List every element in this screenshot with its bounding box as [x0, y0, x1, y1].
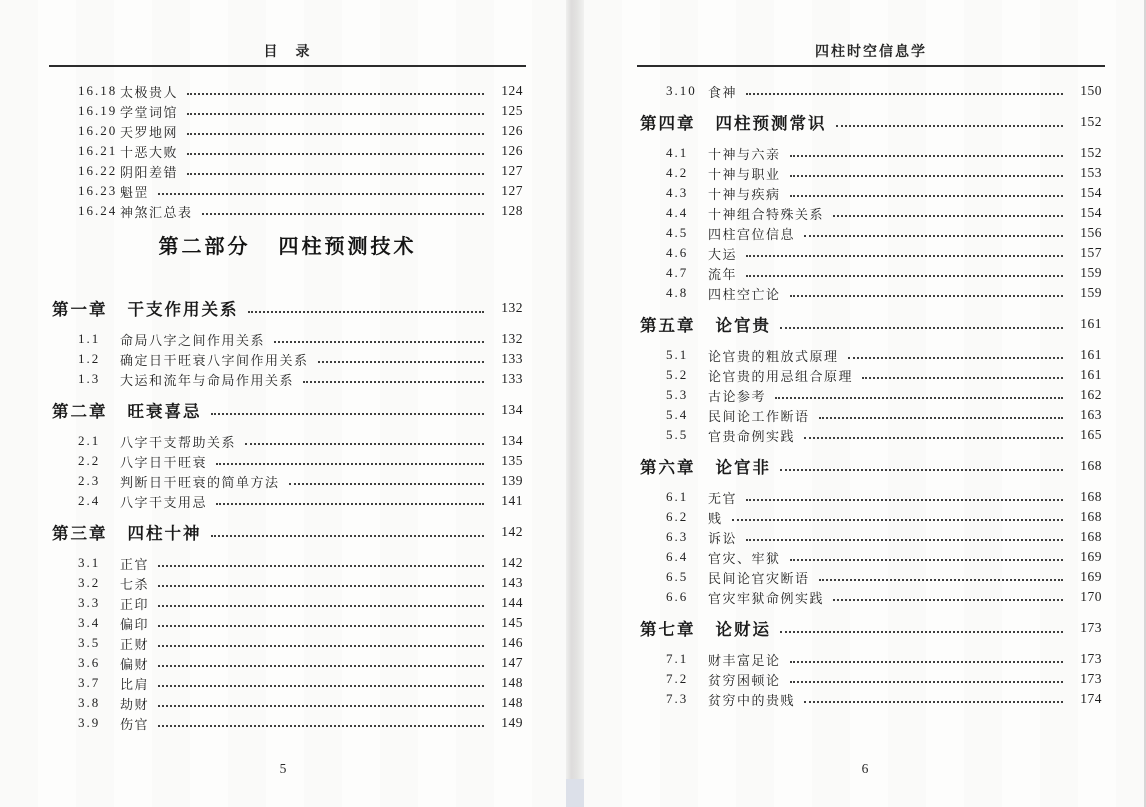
entry-title: 论官非	[715, 459, 771, 477]
entry-number: 16.21	[78, 143, 118, 158]
toc-entry-row	[640, 527, 1102, 547]
toc-entry-row	[52, 613, 523, 633]
entry-number: 4.5	[666, 225, 689, 240]
entry-number: 3.9	[78, 715, 101, 730]
entry-title: 旺衰喜忌	[127, 403, 202, 421]
dot-leader	[158, 665, 484, 667]
entry-number: 5.2	[666, 367, 689, 382]
entry-page-number: 124	[501, 83, 523, 98]
toc-entry-row	[52, 141, 523, 161]
toc-entry-row	[640, 243, 1102, 263]
toc-entry-row	[640, 183, 1102, 203]
entry-number: 3.3	[78, 595, 101, 610]
part-title	[52, 233, 523, 261]
toc-entry-row	[52, 121, 523, 141]
entry-page-number: 165	[1080, 427, 1102, 442]
dot-leader	[158, 565, 484, 567]
entry-number: 6.5	[666, 569, 689, 584]
header-rule	[637, 65, 1105, 67]
entry-number: 4.1	[666, 145, 689, 160]
entry-title: 官贵命例实践	[708, 428, 796, 444]
entry-number: 2.3	[78, 473, 101, 488]
page-right	[584, 0, 1146, 807]
page-header-book-title: 四柱时空信息学	[815, 43, 927, 59]
toc-list-left	[52, 81, 523, 733]
entry-title: 判断日干旺衰的简单方法	[120, 474, 280, 490]
entry-number: 3.5	[78, 635, 101, 650]
dot-leader	[746, 499, 1063, 501]
entry-title: 劫财	[120, 696, 150, 712]
entry-page-number: 168	[1080, 489, 1102, 504]
entry-title: 民间论工作断语	[708, 408, 810, 424]
entry-number: 16.19	[78, 103, 118, 118]
entry-title: 财丰富足论	[708, 652, 781, 668]
entry-title: 神煞汇总表	[120, 204, 193, 220]
chapter-row	[640, 311, 1102, 337]
entry-page-number: 142	[501, 555, 523, 570]
entry-page-number: 154	[1080, 205, 1102, 220]
entry-title: 贫穷困顿论	[708, 672, 781, 688]
dot-leader	[804, 701, 1063, 703]
entry-title: 论官贵的用忌组合原理	[708, 368, 854, 384]
entry-title: 贫穷中的贵贱	[708, 692, 796, 708]
dot-leader	[862, 377, 1063, 379]
chapter-row	[52, 295, 523, 321]
toc-entry-row	[52, 161, 523, 181]
entry-title: 十神与疾病	[708, 186, 781, 202]
entry-page-number: 157	[1080, 245, 1102, 260]
toc-entry-row	[640, 223, 1102, 243]
entry-page-number: 168	[1080, 458, 1102, 473]
entry-number: 1.2	[78, 351, 101, 366]
entry-page-number: 169	[1080, 549, 1102, 564]
toc-entry-row	[640, 547, 1102, 567]
entry-page-number: 147	[501, 655, 523, 670]
dot-leader	[158, 605, 484, 607]
entry-title: 诉讼	[708, 530, 738, 546]
entry-page-number: 135	[501, 453, 523, 468]
entry-title: 伤官	[120, 716, 150, 732]
dot-leader	[804, 235, 1063, 237]
toc-entry-row	[640, 385, 1102, 405]
entry-title: 十神与六亲	[708, 146, 781, 162]
dot-leader	[790, 661, 1063, 663]
entry-number: 3.2	[78, 575, 101, 590]
entry-number: 6.1	[666, 489, 689, 504]
dot-leader	[746, 93, 1063, 95]
entry-title: 四柱十神	[127, 525, 202, 543]
dot-leader	[187, 133, 484, 135]
entry-number: 3.7	[78, 675, 101, 690]
entry-page-number: 161	[1080, 347, 1102, 362]
dot-leader	[158, 585, 484, 587]
entry-page-number: 127	[501, 163, 523, 178]
toc-entry-row	[52, 471, 523, 491]
entry-number: 3.1	[78, 555, 101, 570]
dot-leader	[790, 295, 1063, 297]
toc-entry-row	[52, 653, 523, 673]
toc-entry-row	[640, 81, 1102, 101]
entry-page-number: 173	[1080, 671, 1102, 686]
entry-title: 十神组合特殊关系	[708, 206, 825, 222]
toc-entry-row	[52, 431, 523, 451]
entry-title: 四柱空亡论	[708, 286, 781, 302]
entry-title: 正官	[120, 556, 150, 572]
entry-page-number: 139	[501, 473, 523, 488]
entry-number: 4.8	[666, 285, 689, 300]
dot-leader	[245, 443, 484, 445]
toc-entry-row	[52, 573, 523, 593]
page-number-left: 5	[279, 761, 287, 776]
entry-number: 5.1	[666, 347, 689, 362]
entry-page-number: 148	[501, 695, 523, 710]
entry-title: 命局八字之间作用关系	[120, 332, 266, 348]
dot-leader	[804, 437, 1063, 439]
page-left	[0, 0, 566, 807]
dot-leader	[158, 193, 484, 195]
page-gutter-shadow	[566, 779, 584, 807]
entry-page-number: 152	[1080, 114, 1102, 129]
entry-title: 四柱宫位信息	[708, 226, 796, 242]
dot-leader	[746, 539, 1063, 541]
toc-entry-row	[640, 365, 1102, 385]
entry-number: 3.8	[78, 695, 101, 710]
toc-entry-row	[640, 669, 1102, 689]
entry-title: 学堂词馆	[120, 104, 179, 120]
entry-title: 魁罡	[120, 184, 150, 200]
entry-title: 四柱预测常识	[715, 115, 827, 133]
entry-page-number: 173	[1080, 620, 1102, 635]
dot-leader	[790, 195, 1063, 197]
dot-leader	[780, 327, 1063, 329]
entry-title: 八字干支用忌	[120, 494, 208, 510]
page-right-content	[640, 42, 1102, 709]
entry-title: 偏印	[120, 616, 150, 632]
entry-page-number: 168	[1080, 509, 1102, 524]
dot-leader	[274, 341, 484, 343]
entry-title: 正印	[120, 596, 150, 612]
entry-page-number: 127	[501, 183, 523, 198]
entry-page-number: 150	[1080, 83, 1102, 98]
entry-number: 6.2	[666, 509, 689, 524]
entry-title: 论官贵	[715, 317, 771, 335]
entry-title: 民间论官灾断语	[708, 570, 810, 586]
dot-leader	[836, 125, 1064, 127]
entry-page-number: 152	[1080, 145, 1102, 160]
entry-number: 2.2	[78, 453, 101, 468]
toc-entry-row	[52, 633, 523, 653]
dot-leader	[158, 645, 484, 647]
dot-leader	[833, 599, 1063, 601]
page-left-content	[52, 42, 523, 733]
toc-entry-row	[640, 203, 1102, 223]
entry-title: 偏财	[120, 656, 150, 672]
entry-page-number: 128	[501, 203, 523, 218]
entry-page-number: 159	[1080, 285, 1102, 300]
entry-number: 2.4	[78, 493, 101, 508]
entry-number: 4.4	[666, 205, 689, 220]
page-gutter	[566, 0, 584, 807]
chapter-label: 第四章	[640, 115, 696, 133]
dot-leader	[187, 173, 484, 175]
toc-entry-row	[52, 713, 523, 733]
chapter-row	[640, 453, 1102, 479]
entry-title: 十神与职业	[708, 166, 781, 182]
toc-entry-row	[52, 693, 523, 713]
dot-leader	[216, 503, 484, 505]
chapter-label: 第五章	[640, 317, 696, 335]
entry-title: 论官贵的粗放式原理	[708, 348, 839, 364]
entry-title: 天罗地网	[120, 124, 179, 140]
dot-leader	[187, 93, 484, 95]
entry-number: 6.3	[666, 529, 689, 544]
toc-entry-row	[640, 567, 1102, 587]
chapter-row	[640, 109, 1102, 135]
entry-number: 1.1	[78, 331, 101, 346]
entry-title: 七杀	[120, 576, 150, 592]
entry-title: 太极贵人	[120, 84, 179, 100]
entry-page-number: 142	[501, 524, 523, 539]
entry-title: 比肩	[120, 676, 150, 692]
entry-number: 3.4	[78, 615, 101, 630]
entry-number: 16.24	[78, 203, 118, 218]
toc-entry-row	[52, 369, 523, 389]
entry-number: 2.1	[78, 433, 101, 448]
dot-leader	[833, 215, 1063, 217]
entry-page-number: 126	[501, 123, 523, 138]
toc-entry-row	[52, 673, 523, 693]
toc-list-right	[640, 81, 1102, 709]
entry-title: 贱	[708, 510, 723, 526]
toc-entry-row	[640, 405, 1102, 425]
toc-entry-row	[52, 181, 523, 201]
entry-page-number: 133	[501, 371, 523, 386]
chapter-label: 第一章	[52, 301, 108, 319]
dot-leader	[202, 213, 484, 215]
toc-entry-row	[640, 507, 1102, 527]
entry-page-number: 161	[1080, 316, 1102, 331]
entry-title: 十恶大败	[120, 144, 179, 160]
entry-number: 4.7	[666, 265, 689, 280]
entry-page-number: 145	[501, 615, 523, 630]
entry-number: 3.10	[666, 83, 697, 98]
entry-page-number: 149	[501, 715, 523, 730]
entry-title: 古论参考	[708, 388, 767, 404]
entry-number: 7.1	[666, 651, 689, 666]
dot-leader	[746, 255, 1063, 257]
entry-title: 流年	[708, 266, 738, 282]
dot-leader	[790, 155, 1063, 157]
entry-title: 八字日干旺衰	[120, 454, 208, 470]
toc-entry-row	[640, 425, 1102, 445]
toc-entry-row	[52, 201, 523, 221]
dot-leader	[158, 625, 484, 627]
entry-page-number: 170	[1080, 589, 1102, 604]
dot-leader	[848, 357, 1063, 359]
toc-entry-row	[52, 491, 523, 511]
entry-number: 16.22	[78, 163, 118, 178]
entry-page-number: 146	[501, 635, 523, 650]
entry-page-number: 134	[501, 402, 523, 417]
dot-leader	[775, 397, 1063, 399]
entry-number: 4.2	[666, 165, 689, 180]
chapter-label: 第二章	[52, 403, 108, 421]
entry-page-number: 173	[1080, 651, 1102, 666]
entry-page-number: 153	[1080, 165, 1102, 180]
toc-entry-row	[640, 283, 1102, 303]
dot-leader	[780, 469, 1063, 471]
chapter-row	[640, 615, 1102, 641]
entry-page-number: 134	[501, 433, 523, 448]
entry-title: 官灾、牢狱	[708, 550, 781, 566]
entry-title: 官灾牢狱命例实践	[708, 590, 825, 606]
entry-page-number: 133	[501, 351, 523, 366]
entry-page-number: 132	[501, 300, 523, 315]
entry-title: 大运和流年与命局作用关系	[120, 372, 295, 388]
chapter-label: 第三章	[52, 525, 108, 543]
entry-number: 7.3	[666, 691, 689, 706]
entry-number: 4.3	[666, 185, 689, 200]
entry-page-number: 126	[501, 143, 523, 158]
toc-entry-row	[640, 689, 1102, 709]
dot-leader	[248, 311, 485, 313]
toc-entry-row	[52, 329, 523, 349]
entry-number: 16.23	[78, 183, 118, 198]
entry-title: 确定日干旺衰八字间作用关系	[120, 352, 309, 368]
entry-number: 16.20	[78, 123, 118, 138]
toc-entry-row	[52, 593, 523, 613]
entry-page-number: 148	[501, 675, 523, 690]
entry-page-number: 169	[1080, 569, 1102, 584]
entry-title: 阴阳差错	[120, 164, 179, 180]
entry-title: 八字干支帮助关系	[120, 434, 237, 450]
dot-leader	[303, 381, 484, 383]
entry-page-number: 144	[501, 595, 523, 610]
entry-page-number: 161	[1080, 367, 1102, 382]
toc-entry-row	[640, 163, 1102, 183]
toc-entry-row	[52, 101, 523, 121]
entry-title: 食神	[708, 84, 738, 100]
chapter-label: 第七章	[640, 621, 696, 639]
entry-number: 5.3	[666, 387, 689, 402]
entry-page-number: 168	[1080, 529, 1102, 544]
dot-leader	[790, 559, 1063, 561]
entry-title: 干支作用关系	[127, 301, 239, 319]
entry-title: 大运	[708, 246, 738, 262]
entry-page-number: 154	[1080, 185, 1102, 200]
entry-page-number: 174	[1080, 691, 1102, 706]
part-text: 四柱预测技术	[278, 236, 417, 258]
dot-leader	[158, 725, 484, 727]
dot-leader	[746, 275, 1063, 277]
entry-number: 4.6	[666, 245, 689, 260]
page-header-toc: 目 录	[263, 43, 312, 59]
toc-entry-row	[52, 553, 523, 573]
page-number-right: 6	[861, 761, 869, 776]
chapter-label: 第六章	[640, 459, 696, 477]
dot-leader	[732, 519, 1063, 521]
entry-page-number: 132	[501, 331, 523, 346]
toc-entry-row	[640, 649, 1102, 669]
toc-entry-row	[640, 487, 1102, 507]
dot-leader	[780, 631, 1063, 633]
dot-leader	[187, 113, 484, 115]
dot-leader	[211, 535, 485, 537]
chapter-row	[52, 519, 523, 545]
dot-leader	[819, 579, 1063, 581]
toc-entry-row	[52, 81, 523, 101]
entry-title: 论财运	[715, 621, 771, 639]
entry-number: 6.6	[666, 589, 689, 604]
chapter-row	[52, 397, 523, 423]
dot-leader	[187, 153, 484, 155]
entry-number: 1.3	[78, 371, 101, 386]
entry-number: 7.2	[666, 671, 689, 686]
dot-leader	[158, 705, 484, 707]
entry-number: 3.6	[78, 655, 101, 670]
entry-title: 正财	[120, 636, 150, 652]
dot-leader	[216, 463, 484, 465]
toc-entry-row	[52, 451, 523, 471]
dot-leader	[819, 417, 1063, 419]
entry-title: 无官	[708, 490, 738, 506]
dot-leader	[289, 483, 484, 485]
toc-entry-row	[640, 263, 1102, 283]
toc-entry-row	[640, 345, 1102, 365]
entry-page-number: 162	[1080, 387, 1102, 402]
entry-number: 5.5	[666, 427, 689, 442]
toc-entry-row	[640, 143, 1102, 163]
toc-entry-row	[640, 587, 1102, 607]
header-rule	[49, 65, 526, 67]
entry-page-number: 163	[1080, 407, 1102, 422]
entry-number: 5.4	[666, 407, 689, 422]
toc-entry-row	[52, 349, 523, 369]
entry-page-number: 159	[1080, 265, 1102, 280]
entry-number: 16.18	[78, 83, 118, 98]
dot-leader	[790, 175, 1063, 177]
dot-leader	[158, 685, 484, 687]
entry-number: 6.4	[666, 549, 689, 564]
dot-leader	[318, 361, 484, 363]
entry-page-number: 143	[501, 575, 523, 590]
part-label: 第二部分	[158, 236, 251, 258]
entry-page-number: 125	[501, 103, 523, 118]
dot-leader	[790, 681, 1063, 683]
entry-page-number: 156	[1080, 225, 1102, 240]
entry-page-number: 141	[501, 493, 523, 508]
dot-leader	[211, 413, 485, 415]
